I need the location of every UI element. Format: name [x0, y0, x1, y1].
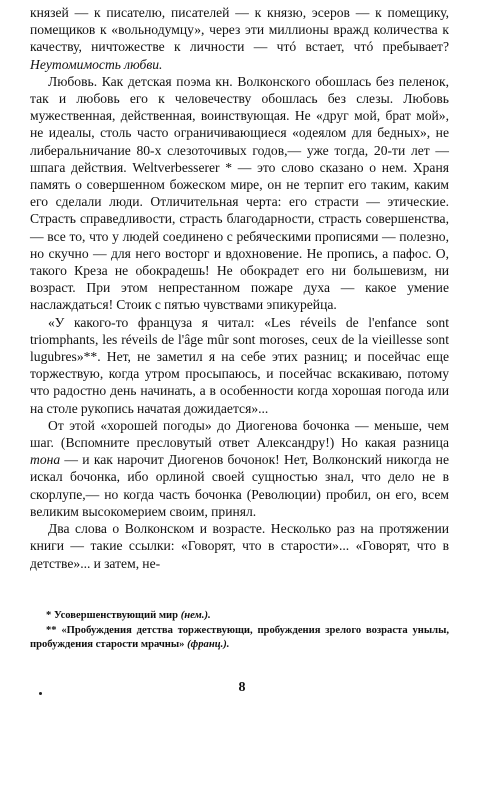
paragraph-1-italic: Неутомимость любви.: [30, 56, 163, 72]
footnote-1-mark: *: [46, 610, 52, 621]
paragraph-4-text-after: — и как нарочит Диогенов бочонок! Нет, Волконский никогда не искал бочонка, ибо орлиной своей сущностью знал, что дело не в скорлупе,— но когда часть бочонка (Революции) пробил, он его, всем великим высокомерием своим, принял.: [30, 452, 449, 519]
footnote-1: [30, 609, 449, 622]
paragraph-4-italic: тона: [30, 452, 61, 468]
footnote-1-tag: (нем.).: [180, 610, 211, 621]
paragraph-4: [30, 417, 449, 520]
footnote-1-text: Усовершенствующий мир: [51, 610, 181, 621]
paragraph-5: Два слова о Волконском и возрасте. Несколько раз на протяжении книги — такие ссылки: «Говорят, что в старости»... «Говорят, что в детстве»... и затем, не-: [30, 521, 449, 571]
footnote-2-text: «Пробуждения детства торжествующи, пробуждения зрелого возраста унылы, пробуждения старости мрачны»: [30, 625, 449, 650]
page-body: [30, 4, 449, 572]
footnote-2-mark: **: [46, 625, 57, 637]
paragraph-1: [30, 4, 449, 73]
page-number: 8: [238, 680, 246, 695]
paragraph-4-text: От этой «хорошей погоды» до Диогенова бочонка — меньше, чем шаг. (Вспомните пресловутый ответ Александру!) Но какая разница: [30, 417, 449, 451]
footnote-2-tag: (франц.).: [187, 638, 230, 650]
print-speck: [39, 692, 42, 695]
paragraph-2: Любовь. Как детская поэма кн. Волконского обошлась без пеленок, так и любовь его к человечеству обошлась без слезы. Любовь мужественная, действенная, воинствующая. Не «друг мой, брат мой», не идеалы, столь часто ограничивающиеся «одеялом для бедных», не либеральничание 80-х слезоточивых годов,— уже тогда, 20-ти лет — шпага действия. Weltverbesserer * — это слово сказано о нем. Храня память о совершенном божеском мире, он не терпит его таким, каким его сделали люди. Отличительная черта: его страсти — этические. Страсть справедливости, страсть благодарности, страсть совершенства,— все то, что у людей соединено с ребяческими прописями — полезно, но скучно — для него восторг и вдохновение. Не пропись, а пафос. О, такого Креза не обокрадешь! Не обокрадет его ни большевизм, ни возраст. При этом непрестанном пожаре духа — какое умение наслаждаться! Стоик с пятью чувствами эпикурейца.: [30, 73, 449, 313]
footnote-2: [30, 624, 449, 651]
footnotes: [30, 609, 449, 653]
paragraph-3: «У какого-то француза я читал: «Les réveils de l'enfance sont triomphants, les réveils de l'âge mûr sont moroses, ceux de la vieillesse sont lugubres»**. Нет, не заметил я на себе этих разниц; и посейчас еще торжествую, когда утром просыпаюсь, и посейчас вскакиваю, потому что радостно день начинать, а в особенности когда хорошая погода или на столе рукопись начатая дожидается»...: [30, 314, 449, 416]
paragraph-1-text: князей — к писателю, писателей — к князю, эсеров — к помещику, помещиков к «вольнодумцу», через эти миллионы вражд количества к качеству, ничтожестве к личности — чтó встает, чтó пребывает?: [30, 5, 449, 55]
